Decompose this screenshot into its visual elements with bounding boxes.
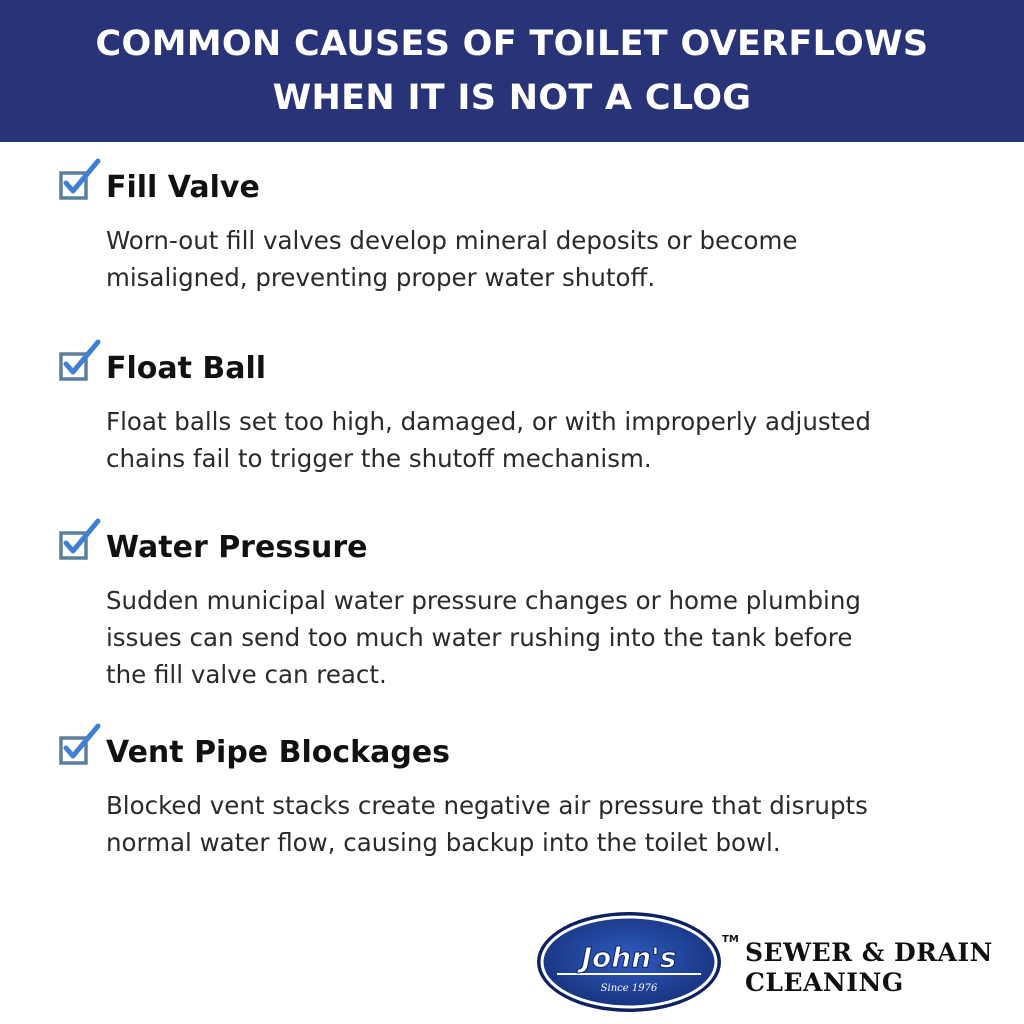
- checkbox-checked-icon: [58, 339, 104, 385]
- description-line: chains fail to trigger the shutoff mechanism.: [106, 444, 652, 473]
- trademark-mark: TM: [722, 934, 739, 945]
- cause-title: Float Ball: [106, 351, 267, 386]
- page-title-line-2: WHEN IT IS NOT A CLOG: [272, 78, 752, 118]
- cause-description: [106, 787, 986, 861]
- cause-description: [106, 403, 986, 477]
- description-line: the fill valve can react.: [106, 660, 387, 689]
- description-line: Blocked vent stacks create negative air pressure that disrupts: [106, 791, 868, 820]
- logo-since-text: Since 1976: [600, 983, 658, 994]
- description-line: Sudden municipal water pressure changes or home plumbing: [106, 586, 861, 615]
- logo-tagline: [745, 938, 993, 998]
- description-line: normal water flow, causing backup into the toilet bowl.: [106, 828, 781, 857]
- logo-tagline-line-1: SEWER & DRAIN: [745, 938, 993, 967]
- checkbox-checked-icon: [58, 158, 104, 204]
- logo-tagline-line-2: CLEANING: [745, 968, 904, 997]
- checkbox-checked-icon: [58, 723, 104, 769]
- description-line: misaligned, preventing proper water shutoff.: [106, 263, 656, 292]
- cause-title: Vent Pipe Blockages: [106, 735, 451, 770]
- description-line: Worn-out fill valves develop mineral deposits or become: [106, 226, 798, 255]
- cause-description: [106, 222, 986, 296]
- checkbox-checked-icon: [58, 518, 104, 564]
- description-line: issues can send too much water rushing into the tank before: [106, 623, 853, 652]
- cause-title: Fill Valve: [106, 170, 260, 205]
- logo-brand-text: John's: [581, 941, 677, 974]
- description-line: Float balls set too high, damaged, or with improperly adjusted: [106, 407, 871, 436]
- cause-title: Water Pressure: [106, 530, 368, 565]
- cause-description: [106, 582, 986, 693]
- page-title-line-1: COMMON CAUSES OF TOILET OVERFLOWS: [95, 24, 929, 64]
- johns-logo-oval: [535, 910, 723, 1014]
- header-banner: [0, 0, 1024, 142]
